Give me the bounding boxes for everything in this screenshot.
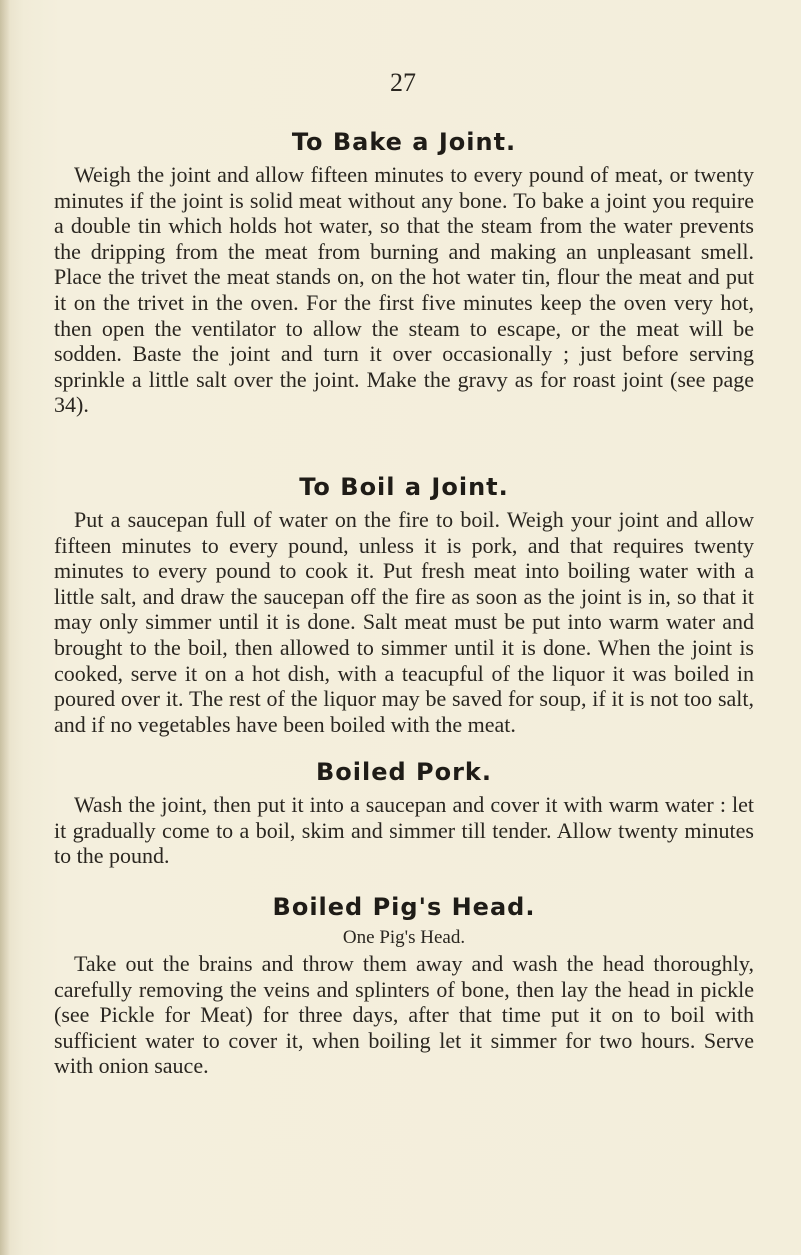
recipe-boiled-pigs-head <box>54 893 754 1079</box>
recipe-title: Boiled Pork. <box>315 758 493 786</box>
recipe-title: Boiled Pig's Head. <box>272 893 536 921</box>
recipe-boil-joint <box>54 473 754 737</box>
page-number: 27 <box>390 68 416 97</box>
recipe-boiled-pork <box>54 758 754 869</box>
recipe-body: Wash the joint, then put it into a saucepan and cover it with warm water : let it gradually come to a boil, skim and simmer till tender. Allow twenty minutes to the pound. <box>54 792 754 869</box>
recipe-title: To Bake a Joint. <box>291 128 517 156</box>
recipe-body: Put a saucepan full of water on the fire to boil. Weigh your joint and allow fifteen minutes to every pound, unless it is pork, and that requires twenty minutes to every pound to cook it. Put fresh meat into boiling water with a little salt, and draw the saucepan off the fire as soon as the joint is in, so that it may only simmer until it is done. Salt meat must be put into warm water and brought to the boil, then allowed to simmer until it is done. When the joint is cooked, serve it on a hot dish, with a teacupful of the liquor it was boiled in poured over it. The rest of the liquor may be saved for soup, if it is not too salt, and if no vegetables have been boiled with the meat. <box>54 507 754 737</box>
recipe-body: Take out the brains and throw them away and wash the head thoroughly, carefully removing the veins and splinters of bone, then lay the head in pickle (see Pickle for Meat) for three days, after that time put it on to boil with sufficient water to cover it, when boiling let it simmer for two hours. Serve with onion sauce. <box>54 951 754 1079</box>
recipe-title: To Boil a Joint. <box>299 473 509 501</box>
page-gutter <box>0 0 10 1255</box>
recipe-ingredient: One Pig's Head. <box>342 927 466 948</box>
recipe-body: Weigh the joint and allow fifteen minutes to every pound of meat, or twenty minutes if the joint is solid meat without any bone. To bake a joint you require a double tin which holds hot water, so that the steam from the water prevents the dripping from the meat from burning and making an unpleasant smell. Place the trivet the meat stands on, on the hot water tin, flour the meat and put it on the trivet in the oven. For the first five minutes keep the oven very hot, then open the ventilator to allow the steam to escape, or the meat will be sodden. Baste the joint and turn it over occasionally ; just before serving sprinkle a little salt over the joint. Make the gravy as for roast joint (see page 34). <box>54 162 754 418</box>
recipe-bake-joint <box>54 128 754 418</box>
